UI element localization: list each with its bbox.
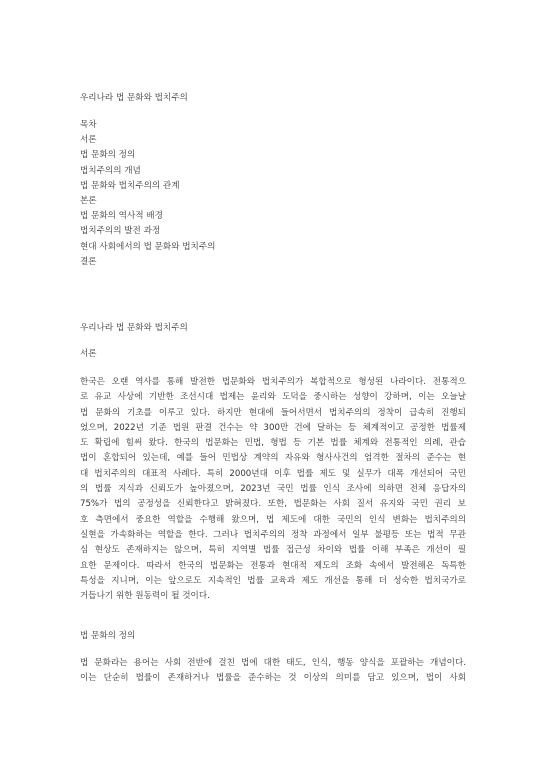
toc-item: 본론 [80,196,97,207]
paragraph-line: 한국은 오랜 역사를 통해 발전한 법문화와 법치주의가 복합적으로 형성된 나라이다. 전통적으 [80,377,466,387]
paragraph-line: 실현을 가속화하는 역할을 한다. 그러나 법치주의의 정착 과정에서 일부 불평등 또는 법적 무관 [80,529,466,540]
toc-item: 서론 [80,135,97,146]
paragraph-line: 의 법률 지식과 신뢰도가 높아졌으며, 2023년 국민 법률 인식 조사에 의하면 전체 응답자의 [80,484,466,495]
paragraph-line: 법 문화의 기초를 이루고 있다. 하지만 현대에 들어서면서 법치주의의 정착이 급속히 진행되 [80,407,466,418]
document-title: 우리나라 법 문화와 법치주의 [80,93,188,103]
intro-paragraph [80,375,466,604]
toc-item: 법 문화의 역사적 배경 [80,211,163,222]
paragraph-line: 도 확립에 힘써 왔다. 한국의 법문화는 민법, 형법 등 기본 법률 체계와 전통적인 의례, 관습 [80,438,466,449]
table-of-contents [80,118,215,270]
paragraph-line: 거듭나기 위한 원동력이 될 것이다. [80,591,210,602]
paragraph-line: 대 법치주의의 대표적 사례다. 특히 2000년대 이후 법률 제도 및 실무가 대폭 개선되어 국민 [80,468,466,479]
paragraph-line: 었으며, 2022년 기준 법원 판결 건수는 약 300만 건에 달하는 등 체계적이고 공정한 법률제 [80,422,466,433]
paragraph-line: 법 문화라는 용어는 사회 전반에 걸친 법에 대한 태도, 인식, 행동 양식을 포괄하는 개념이다. [80,658,466,668]
paragraph-line: 심 현상도 존재하지는 않으며, 특히 지역별 법률 접근성 차이와 법률 이해 부족은 개선이 필 [80,545,466,556]
paragraph-line: 호 측면에서 중요한 역할을 수행해 왔으며, 법 제도에 대한 국민의 인식 변화는 법치주의의 [80,514,466,525]
definition-paragraph [80,656,466,687]
toc-item: 법치주의의 발전 과정 [80,226,161,237]
toc-item: 법치주의의 개념 [80,165,141,176]
intro-heading: 서론 [80,349,97,359]
paragraph-line: 로 유교 사상에 기반한 조선시대 법제는 윤리와 도덕을 중시하는 성향이 강하며, 이는 오늘날 [80,392,466,403]
paragraph-line: 이는 단순히 법률이 존재하거나 법률을 준수하는 것 이상의 의미를 담고 있으며, 법이 사회 [80,673,466,684]
paragraph-line: 특성을 지니며, 이는 앞으로도 지속적인 법률 교육과 제도 개선을 통해 더 성숙한 법치국가로 [80,575,466,586]
section-heading: 법 문화의 정의 [80,631,136,641]
toc-item: 법 문화와 법치주의의 관계 [80,180,180,191]
paragraph-line: 법이 혼합되어 있는데, 예를 들어 민법상 계약의 자유와 형사사건의 엄격한 절차의 준수는 현 [80,453,466,464]
paragraph-line: 요한 문제이다. 따라서 한국의 법문화는 전통과 현대적 제도의 조화 속에서 발전해온 독특한 [80,560,466,571]
toc-heading: 목차 [80,120,97,130]
paragraph-line: 75%가 법의 공정성을 신뢰한다고 밝혀졌다. 또한, 법문화는 사회 질서 유지와 국민 권리 보 [80,499,466,510]
toc-item: 결론 [80,256,97,267]
toc-item: 법 문화의 정의 [80,150,136,161]
toc-item: 현대 사회에서의 법 문화와 법치주의 [80,241,216,252]
body-title: 우리나라 법 문화와 법치주의 [80,323,188,333]
